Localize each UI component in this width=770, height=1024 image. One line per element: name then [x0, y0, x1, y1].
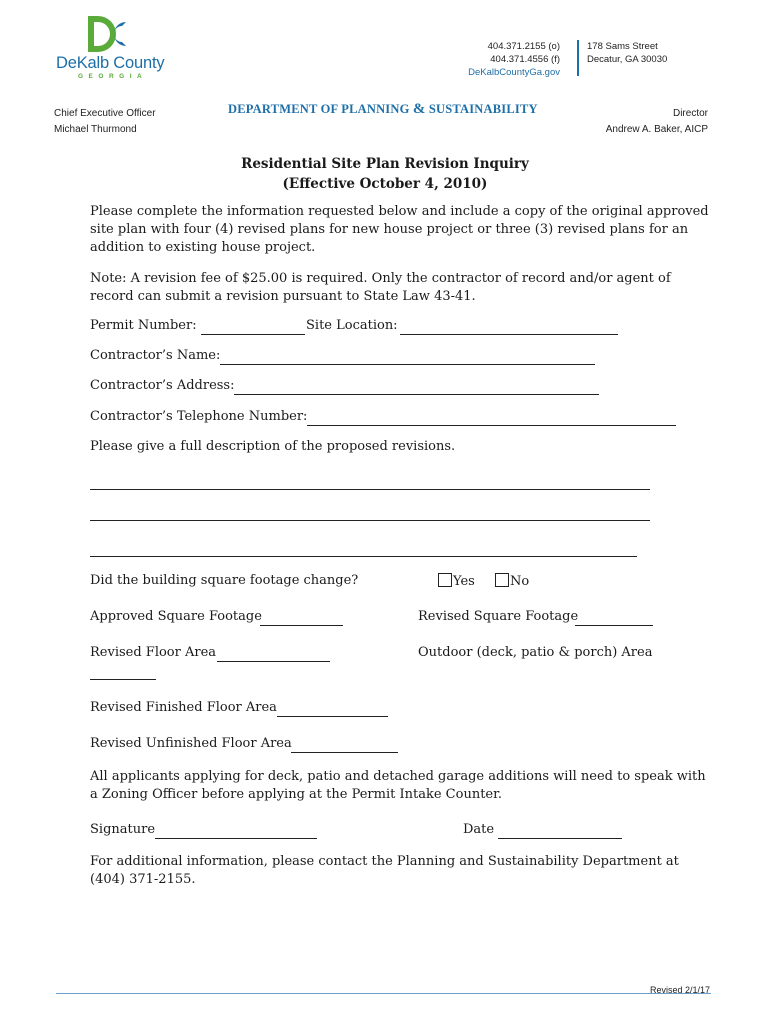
- director-block: [606, 106, 708, 138]
- director-name: Andrew A. Baker, AICP: [605, 124, 708, 135]
- phone-office: 404.371.2155 (o): [487, 41, 560, 52]
- contractor-phone-field[interactable]: [307, 425, 676, 426]
- contractor-address-field[interactable]: [234, 394, 599, 395]
- form-title: Residential Site Plan Revision Inquiry: [241, 156, 529, 172]
- yes-option[interactable]: [438, 573, 475, 589]
- dekalb-county-logo-icon: [86, 14, 128, 54]
- zoning-note: All applicants applying for deck, patio and detached garage additions will need to speak with a Zoning Officer before applying at the Permit Intake Counter.: [90, 769, 706, 802]
- contractor-name-field[interactable]: [220, 364, 595, 365]
- site-location-label: Site Location:: [306, 318, 398, 333]
- address-line-1: 178 Sams Street: [587, 41, 658, 52]
- permit-number-field[interactable]: [201, 334, 305, 335]
- revised-floor-field[interactable]: [217, 661, 330, 662]
- contractor-address-label: Contractor’s Address:: [90, 378, 235, 393]
- address-block: [587, 40, 667, 66]
- date-field[interactable]: [498, 838, 622, 839]
- outdoor-area-label: Outdoor (deck, patio & porch) Area: [418, 645, 653, 660]
- contractor-name-label: Contractor’s Name:: [90, 348, 221, 363]
- signature-field[interactable]: [155, 838, 317, 839]
- logo-state: GEORGIA: [78, 73, 148, 80]
- approved-sqft-field[interactable]: [260, 625, 343, 626]
- yes-label: Yes: [453, 574, 475, 589]
- description-line-1[interactable]: [90, 489, 650, 490]
- outdoor-area-field[interactable]: [90, 679, 156, 680]
- footer-divider: [56, 993, 711, 994]
- phone-fax: 404.371.4556 (f): [490, 54, 560, 65]
- intro-paragraph: Please complete the information requested below and include a copy of the original approved site plan with four (4) revised plans for new house project or three (3) revised plans for an addition to existing house project.: [90, 204, 709, 255]
- finished-floor-field[interactable]: [277, 716, 388, 717]
- no-label: No: [510, 574, 530, 589]
- description-label: Please give a full description of the proposed revisions.: [90, 439, 456, 454]
- revised-sqft-field[interactable]: [575, 625, 653, 626]
- description-line-2[interactable]: [90, 520, 650, 521]
- form-subtitle: (Effective October 4, 2010): [282, 176, 488, 192]
- yes-checkbox[interactable]: [438, 573, 452, 587]
- revised-floor-label: Revised Floor Area: [90, 645, 217, 660]
- contact-block: [468, 40, 560, 79]
- website-link[interactable]: DeKalbCountyGa.gov: [468, 67, 560, 78]
- ceo-block: [54, 106, 156, 138]
- description-line-3[interactable]: [90, 556, 637, 557]
- header-divider: [577, 40, 579, 76]
- revision-date: Revised 2/1/17: [649, 985, 710, 995]
- ceo-name: Michael Thurmond: [54, 124, 137, 135]
- logo-name: DeKalb County: [56, 54, 165, 72]
- revised-sqft-label: Revised Square Footage: [418, 609, 579, 624]
- permit-number-label: Permit Number:: [90, 318, 197, 333]
- no-checkbox[interactable]: [495, 573, 509, 587]
- signature-label: Signature: [90, 822, 156, 837]
- unfinished-floor-label: Revised Unfinished Floor Area: [90, 736, 292, 751]
- site-location-field[interactable]: [400, 334, 618, 335]
- no-option[interactable]: [495, 573, 529, 589]
- contractor-phone-label: Contractor’s Telephone Number:: [90, 409, 308, 424]
- approved-sqft-label: Approved Square Footage: [90, 609, 262, 624]
- department-name: DEPARTMENT OF PLANNING & SUSTAINABILITY: [228, 101, 538, 117]
- ceo-title: Chief Executive Officer: [54, 108, 156, 119]
- finished-floor-label: Revised Finished Floor Area: [90, 700, 277, 715]
- contact-note: For additional information, please contact the Planning and Sustainability Department at (404) 371-2155.: [90, 854, 679, 887]
- address-line-2: Decatur, GA 30030: [587, 54, 668, 65]
- fee-note: Note: A revision fee of $25.00 is required. Only the contractor of record and/or agent of record can submit a revision pursuant to State Law 43-41.: [90, 271, 671, 304]
- date-label: Date: [463, 822, 495, 837]
- sqft-change-label: Did the building square footage change?: [90, 573, 359, 588]
- form-title-block: [0, 154, 770, 194]
- unfinished-floor-field[interactable]: [291, 752, 398, 753]
- director-title: Director: [672, 108, 708, 119]
